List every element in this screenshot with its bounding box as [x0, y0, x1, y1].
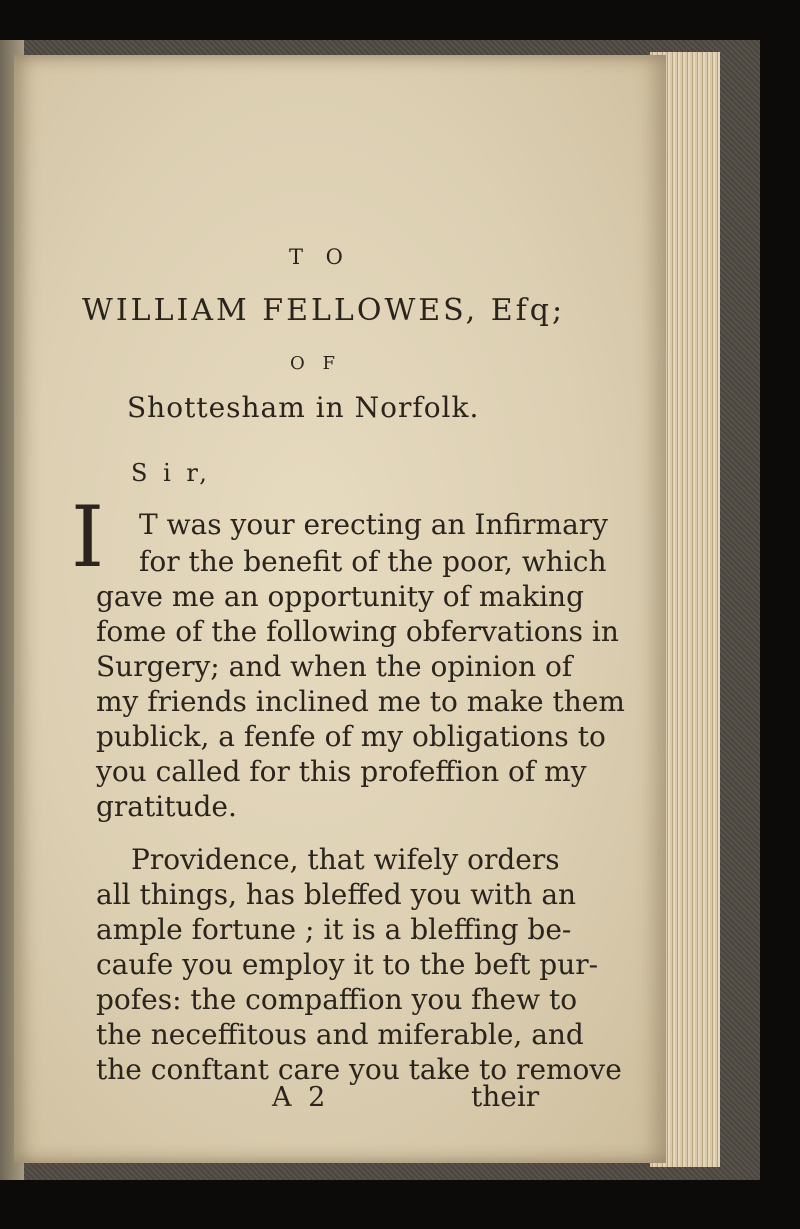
- paragraph2-line: the conftant care you take to remove: [96, 1053, 622, 1086]
- paragraph1-line: Surgery; and when the opinion of: [96, 650, 573, 683]
- paragraph2-line: pofes: the compaffion you fhew to: [96, 983, 578, 1016]
- paragraph2-line: Providence, that wifely orders: [131, 843, 560, 876]
- paragraph1-line: you called for this profeffion of my: [96, 755, 587, 788]
- paragraph2-line: ample fortune ; it is a bleffing be-: [96, 913, 572, 946]
- signature-mark: A 2: [272, 1082, 330, 1113]
- paragraph1-line: gratitude.: [96, 790, 237, 823]
- dedicatee-place: Shottesham in Norfolk.: [127, 391, 480, 424]
- drop-cap: I: [71, 488, 105, 586]
- salutation: S i r,: [131, 459, 211, 487]
- paragraph1-line: my friends inclined me to make them: [96, 685, 625, 718]
- paragraph2-line: caufe you employ it to the beft pur-: [96, 948, 599, 981]
- heading-to: T O: [289, 245, 351, 269]
- dedication-page: [14, 55, 666, 1163]
- paragraph1-line: fome of the following obfervations in: [96, 615, 619, 648]
- paragraph1-line: for the benefit of the poor, which: [139, 545, 607, 578]
- paragraph1-line: publick, a fenfe of my obligations to: [96, 720, 606, 753]
- paragraph1-line: T was your erecting an Infirmary: [139, 508, 608, 541]
- paragraph2-line: the neceffitous and miferable, and: [96, 1018, 584, 1051]
- catchword: their: [471, 1080, 540, 1113]
- paragraph2-line: all things, has bleffed you with an: [96, 878, 577, 911]
- dedicatee-name: WILLIAM FELLOWES, Efq;: [82, 293, 566, 328]
- heading-of: O F: [290, 353, 341, 374]
- paragraph1-line: gave me an opportunity of making: [96, 580, 584, 613]
